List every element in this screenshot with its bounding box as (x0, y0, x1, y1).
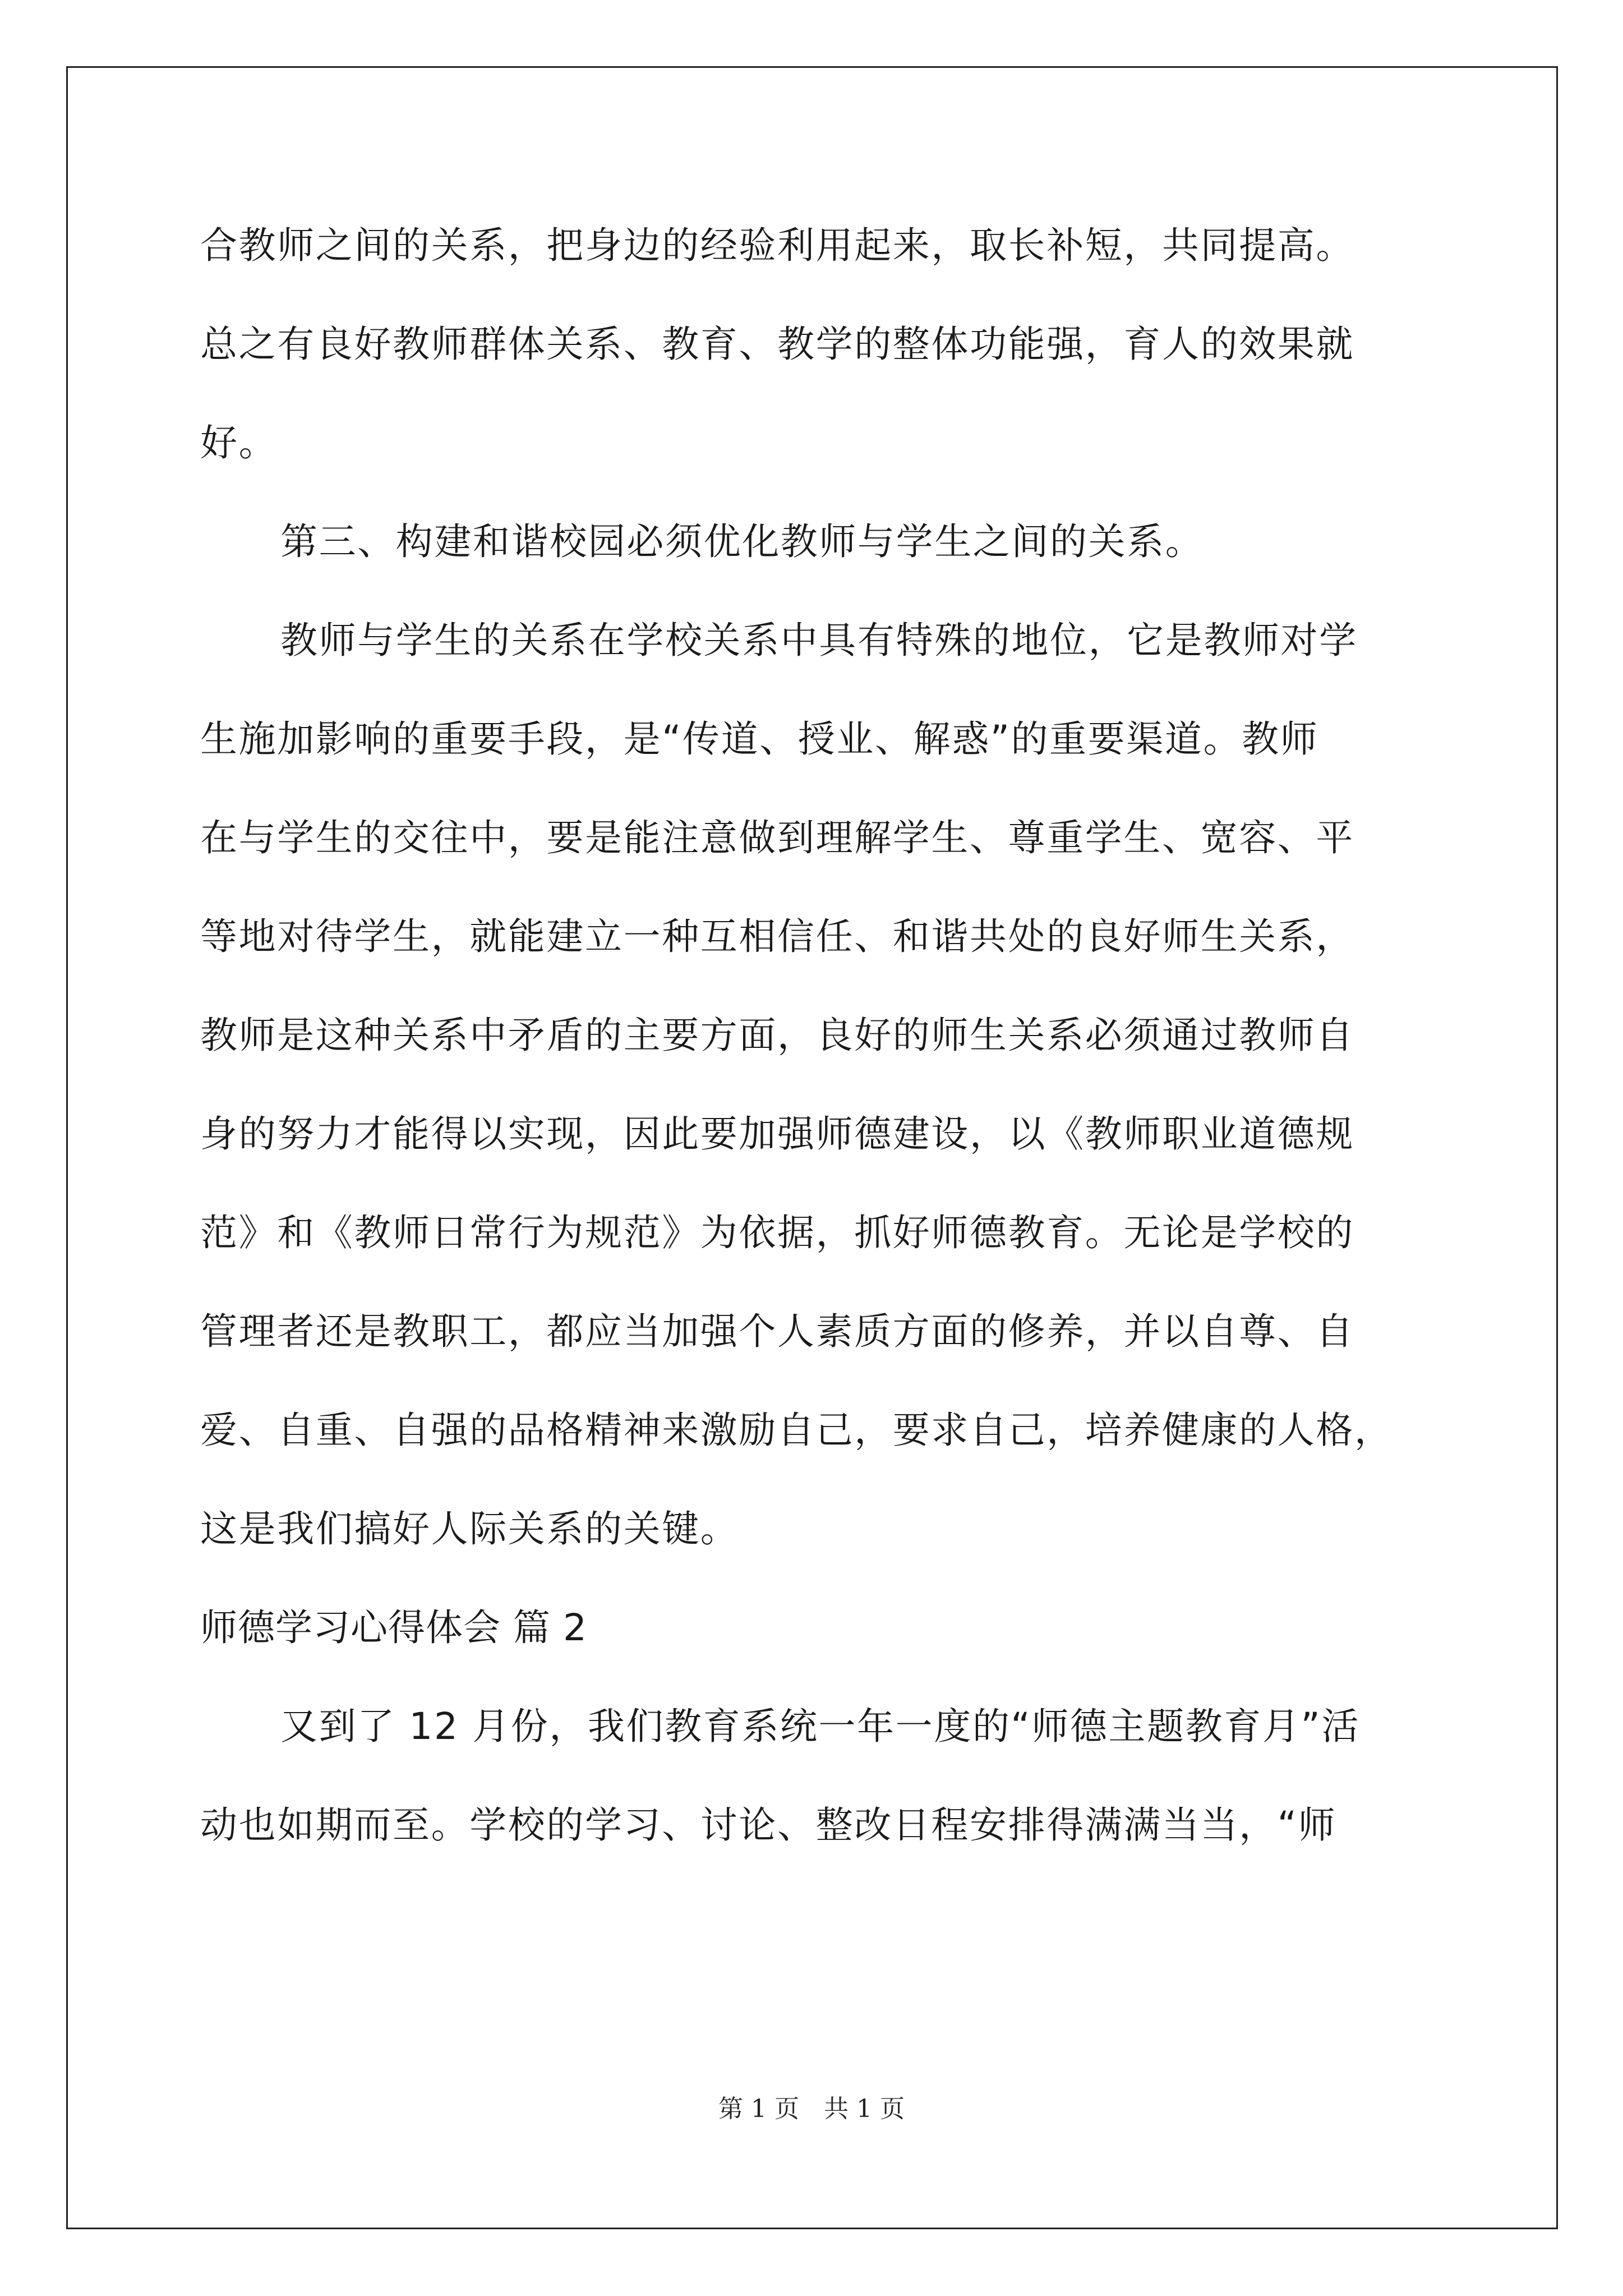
body-line-11: 范》和《教师日常行为规范》为依据，抓好师德教育。无论是学校的 (200, 1211, 1354, 1254)
section-heading-third: 第三、构建和谐校园必须优化教师与学生之间的关系。 (280, 520, 1204, 563)
body-line-6: 生施加影响的重要手段，是“传道、授业、解惑”的重要渠道。教师 (200, 717, 1319, 761)
body-line-1: 合教师之间的关系，把身边的经验利用起来，取长补短，共同提高。 (200, 224, 1354, 267)
body-line-14: 这是我们搞好人际关系的关键。 (200, 1507, 739, 1550)
article-heading: 师德学习心得体会 篇 2 (200, 1606, 587, 1649)
body-line-12: 管理者还是教职工，都应当加强个人素质方面的修养，并以自尊、自 (200, 1310, 1354, 1353)
body-line-9: 教师是这种关系中矛盾的主要方面，良好的师生关系必须通过教师自 (200, 1014, 1354, 1057)
body-line-10: 身的努力才能得以实现，因此要加强师德建设，以《教师职业道德规 (200, 1112, 1354, 1156)
body-line-7: 在与学生的交往中，要是能注意做到理解学生、尊重学生、宽容、平 (200, 816, 1354, 859)
page-number-footer: 第 1 页 共 1 页 (718, 2095, 905, 2123)
body-line-13: 爱、自重、自强的品格精神来激励自己，要求自己，培养健康的人格， (200, 1409, 1393, 1452)
body-line-5: 教师与学生的关系在学校关系中具有特殊的地位，它是教师对学 (280, 619, 1358, 662)
body-line-17: 动也如期而至。学校的学习、讨论、整改日程安排得满满当当，“师 (200, 1803, 1337, 1847)
body-line-3: 好。 (200, 421, 278, 464)
body-line-2: 总之有良好教师群体关系、教育、教学的整体功能强，育人的效果就 (200, 323, 1354, 366)
body-line-16: 又到了 12 月份，我们教育系统一年一度的“师德主题教育月”活 (280, 1705, 1360, 1748)
body-line-8: 等地对待学生，就能建立一种互相信任、和谐共处的良好师生关系， (200, 915, 1354, 958)
